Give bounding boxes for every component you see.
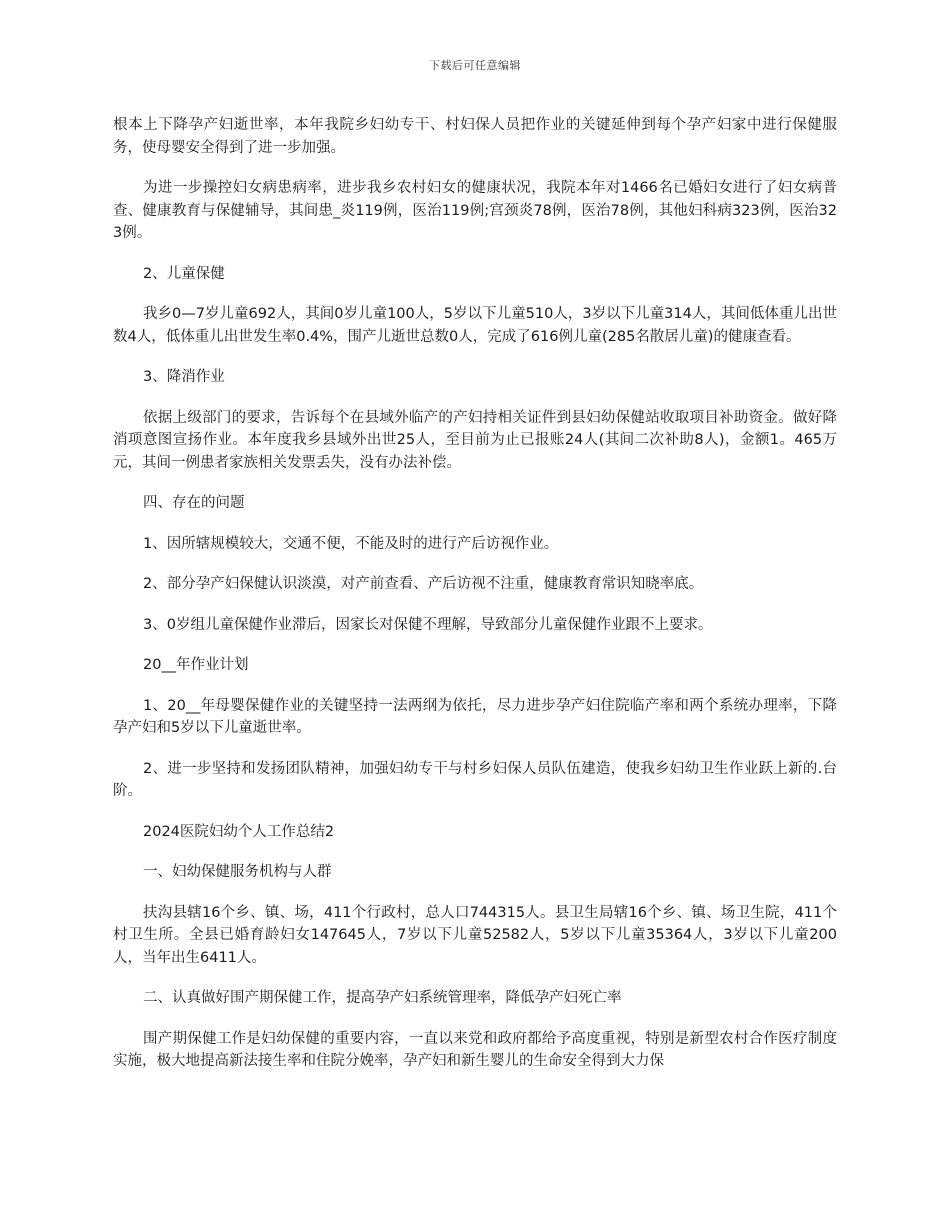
section-heading: 20__年作业计划 (143, 657, 249, 673)
paragraph: 为进一步操控妇女病患病率，进步我乡农村妇女的健康状况，我院本年对1466名已婚妇女进行了妇女病普查、健康教育与保健辅导，其间患_炎119例，医治119例;宫颈炎78例，医治78例，其他妇科病323例，医治323例。 (113, 180, 837, 241)
list-item: 2、进一步坚持和发扬团队精神，加强妇幼专干与村乡妇保人员队伍建造，使我乡妇幼卫生作业跃上新的.台阶。 (113, 760, 837, 799)
list-item: 3、0岁组儿童保健作业滞后，因家长对保健不理解，导致部分儿童保健作业跟不上要求。 (143, 616, 713, 633)
paragraph: 我乡0—7岁儿童692人，其间0岁儿童100人，5岁以下儿童510人，3岁以下儿童314人，其间低体重儿出世数4人，低体重儿出世发生率0.4%，围产儿逝世总数0人，完成了616例儿童(285名散居儿童)的健康查看。 (113, 306, 837, 345)
section-heading: 一、妇幼保健服务机构与人群 (143, 864, 332, 880)
paragraph: 依据上级部门的要求，告诉每个在县域外临产的产妇持相关证件到县妇幼保健站收取项目补助资金。做好降消项意图宣扬作业。本年度我乡县域外出世25人，至目前为止已报账24人(其间二次补助8人)，金额1。465万元，其间一例患者家族相关发票丢失，没有办法补偿。 (113, 409, 837, 471)
document-title: 2024医院妇幼个人工作总结2 (143, 823, 335, 840)
paragraph: 根本上下降孕产妇逝世率，本年我院乡妇幼专干、村妇保人员把作业的关键延伸到每个孕产妇家中进行保健服务，使母婴安全得到了进一步加强。 (113, 117, 837, 156)
list-item: 1、因所辖规模较大，交通不便，不能及时的进行产后访视作业。 (143, 535, 559, 552)
paragraph: 围产期保健工作是妇幼保健的重要内容，一直以来党和政府都给予高度重视，特别是新型农村合作医疗制度实施，极大地提高新法接生率和住院分娩率，孕产妇和新生婴儿的生命安全得到大力保 (113, 1030, 837, 1069)
document-body (113, 114, 837, 1091)
section-heading: 四、存在的问题 (143, 495, 245, 511)
section-heading: 二、认真做好围产期保健工作，提高孕产妇系统管理率，降低孕产妇死亡率 (143, 990, 622, 1006)
section-heading: 2、儿童保健 (143, 265, 225, 282)
list-item: 2、部分孕产妇保健认识淡漠，对产前查看、产后访视不注重，健康教育常识知晓率底。 (143, 576, 704, 592)
list-item: 1、20__年母婴保健作业的关键坚持一法两纲为依托，尽力进步孕产妇住院临产率和两个系统办理率，下降孕产妇和5岁以下儿童逝世率。 (113, 697, 837, 736)
section-heading: 3、降消作业 (143, 369, 225, 385)
page-header: 下载后可任意编辑 (429, 59, 521, 72)
paragraph: 扶沟县辖16个乡、镇、场，411个行政村，总人口744315人。县卫生局辖16个乡、镇、场卫生院，411个村卫生所。全县已婚育龄妇女147645人，7岁以下儿童52582人，5岁以下儿童35364人，3岁以下儿童200人，当年出生6411人。 (113, 904, 837, 966)
